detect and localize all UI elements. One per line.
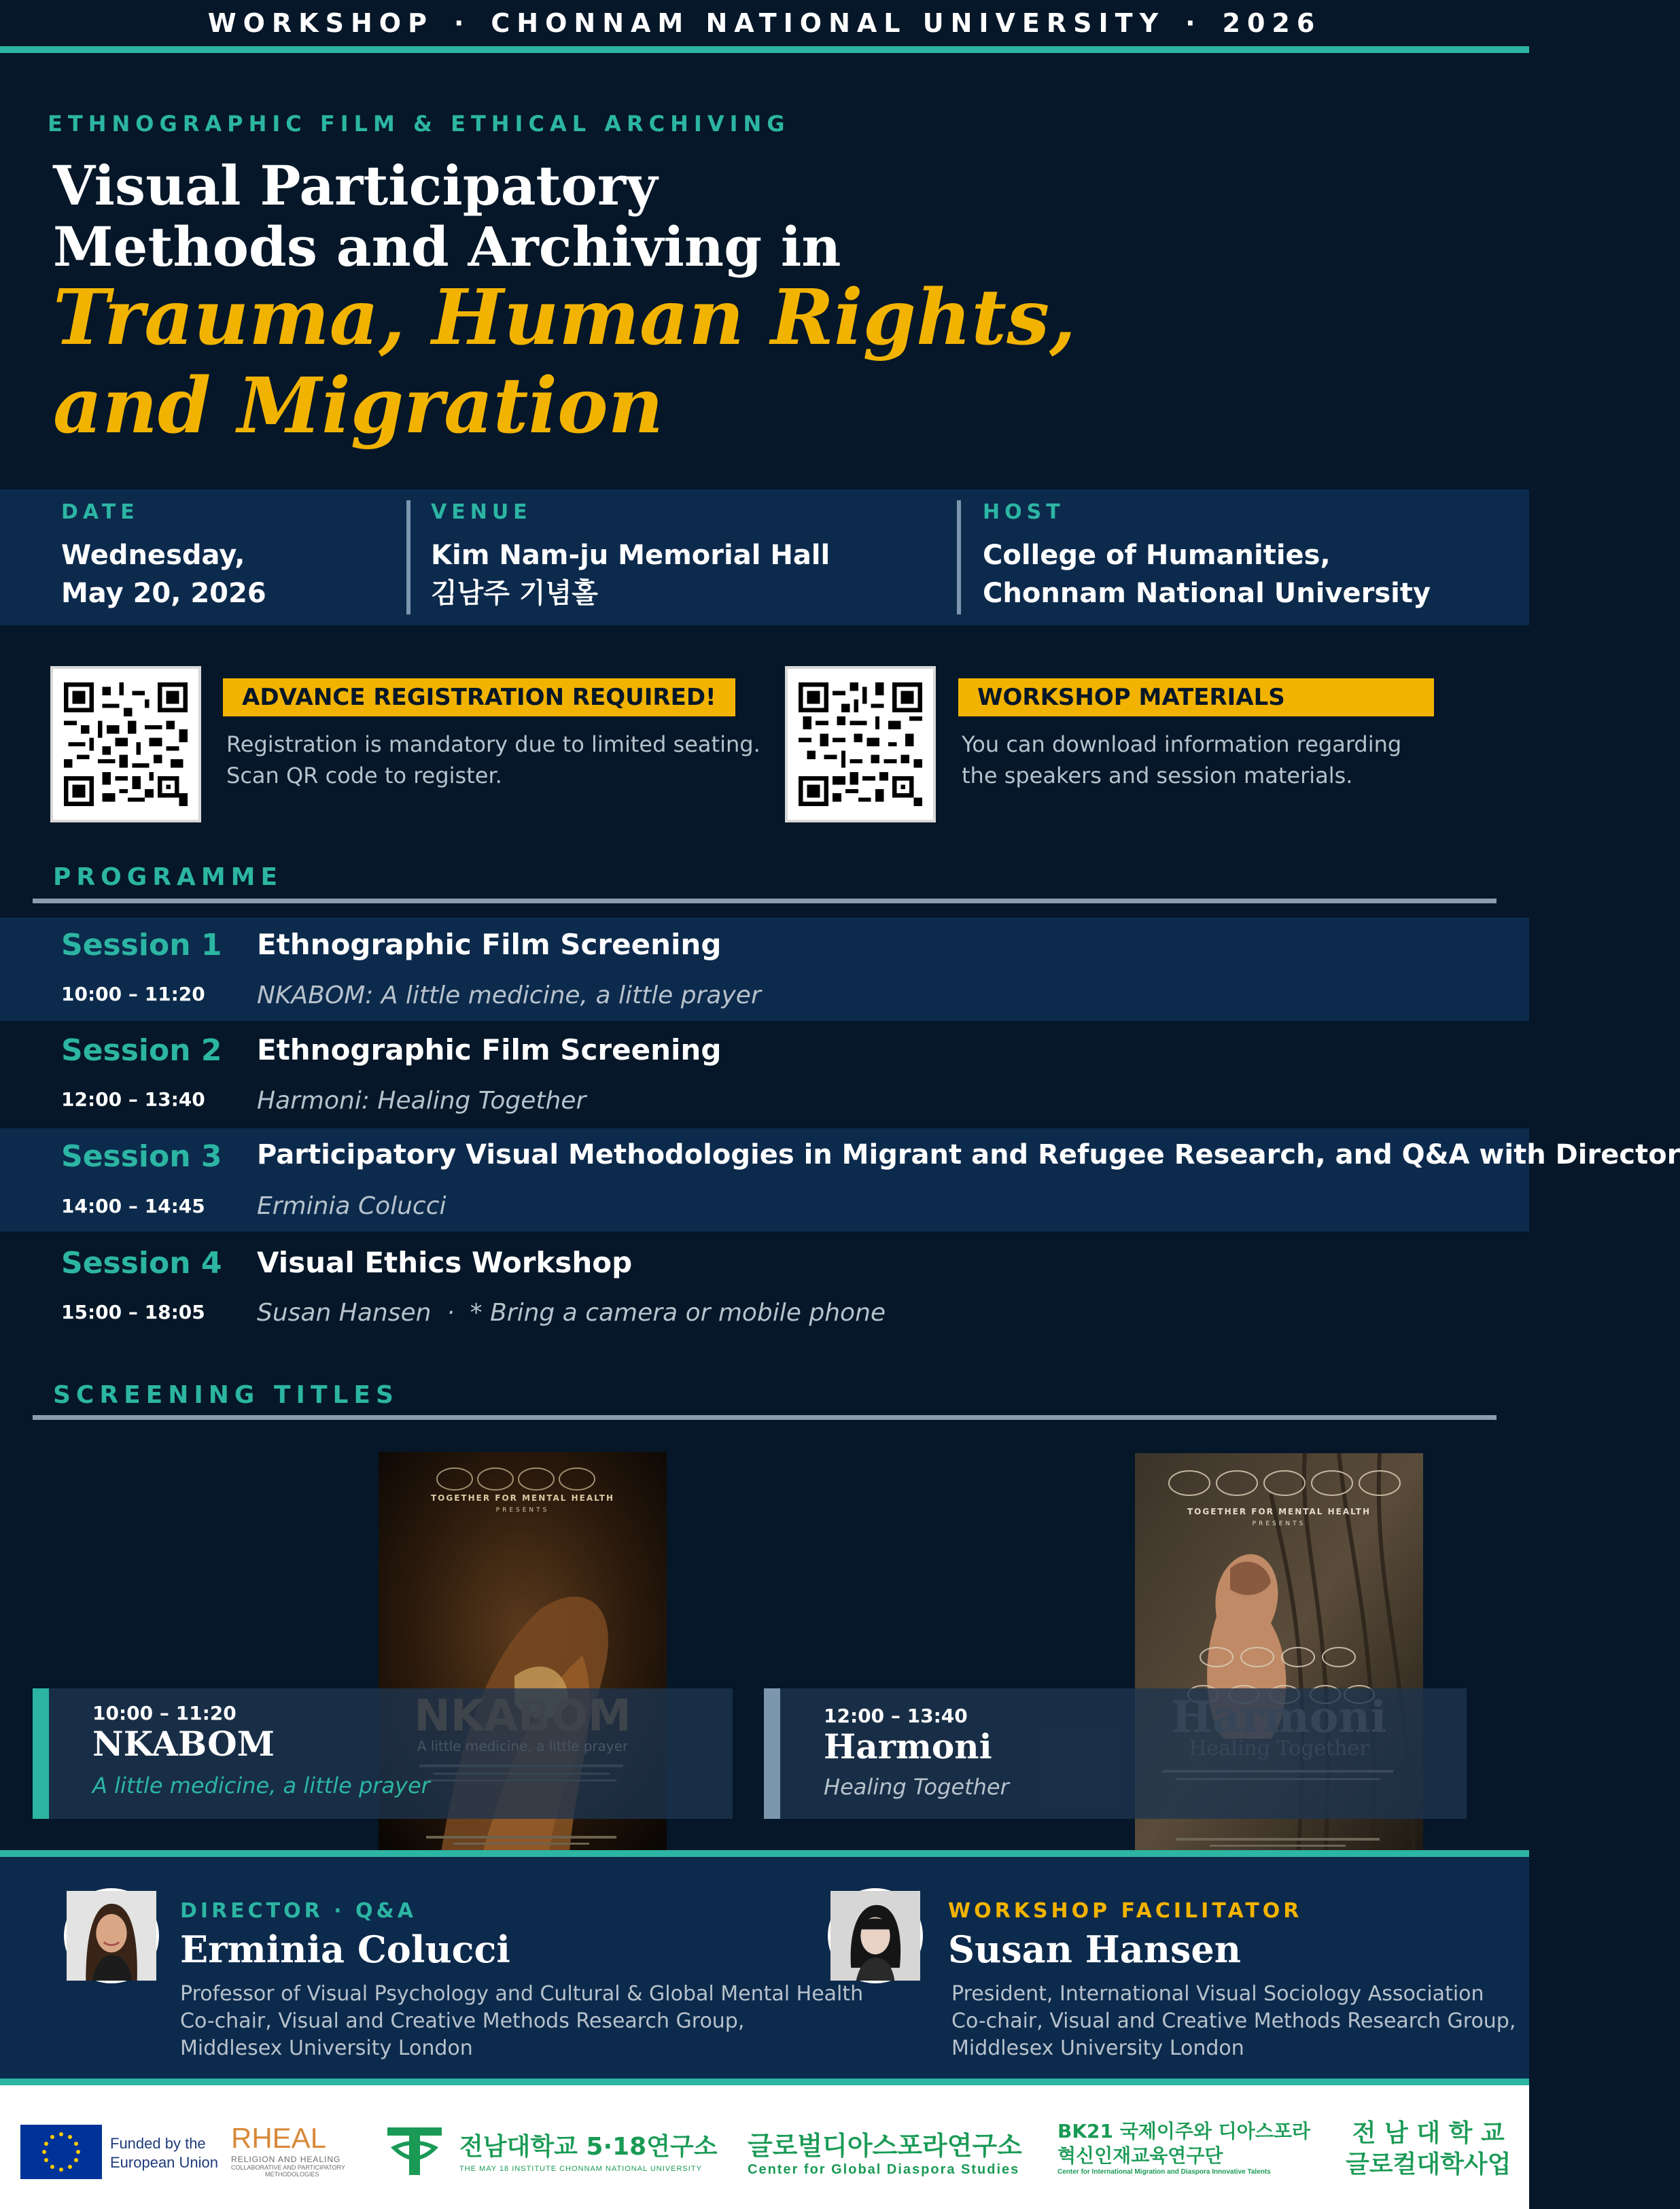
session-subtitle: Erminia Colucci [257,1192,447,1220]
eu-line-2: European Union [110,2154,219,2171]
eu-logo-text [110,2134,218,2172]
rheal-sub-2: COLLABORATIVE AND PARTICIPATORY [231,2164,345,2171]
role-label [180,1899,417,1923]
glocal-line-1: 전 남 대 학 교 [1352,2119,1505,2147]
qr-icon [799,680,922,809]
screening-time: 12:00 – 13:40 [824,1705,968,1727]
session-title: Visual Ethics Workshop [257,1246,633,1279]
venue-block [431,500,830,612]
materials-line-1: You can download information regarding [962,731,1402,757]
session-row [0,918,1529,1021]
session-label: Session 1 [61,928,222,962]
materials-text [962,729,1401,791]
people-divider-top [0,1850,1529,1857]
session-title: Ethnographic Film Screening [257,1033,722,1066]
person-description [951,1981,1516,2062]
qr-icon [64,680,188,809]
date-line-2: May 20, 2026 [61,578,266,609]
bk21-logo [1057,2119,1310,2176]
person-desc-line: Middlesex University London [951,2036,1244,2060]
session-label: Session 2 [61,1033,222,1068]
session-subtitle: NKABOM: A little medicine, a little prayer [257,981,761,1009]
role-text: DIRECTOR · Q&A [180,1899,417,1923]
date-value [61,536,266,612]
person-photo-icon [830,1891,920,1981]
diaspora-logo [748,2125,1022,2178]
page-title-highlight [53,274,1076,451]
avatar [828,1888,923,1983]
poster-presents: PRESENTS [495,1507,550,1514]
banner-separator: · [453,8,471,38]
date-line-1: Wednesday, [61,540,245,571]
rheal-text: RHEAL [231,2122,327,2154]
screenings-heading: SCREENING TITLES [53,1381,399,1409]
session-title: Ethnographic Film Screening [257,928,722,961]
host-label: HOST [983,500,1065,524]
registration-tag: ADVANCE REGISTRATION REQUIRED! [223,678,735,716]
top-banner [0,0,1529,46]
venue-line-2: 김남주 기념홀 [431,578,598,609]
rheal-logo [231,2122,345,2178]
registration-line-1: Registration is mandatory due to limited seating. [226,731,760,757]
role-label [948,1899,1302,1923]
session-row [0,1022,1529,1126]
venue-line-1: Kim Nam-ju Memorial Hall [431,540,830,571]
session-label: Session 3 [61,1139,222,1174]
person-description [180,1981,863,2062]
bk21-line-1: BK21 국제이주와 디아스포라 [1057,2120,1310,2142]
materials-tag: WORKSHOP MATERIALS [958,678,1434,716]
info-separator-2 [957,500,961,614]
session-time: 10:00 – 11:20 [61,983,205,1005]
programme-rule [33,899,1497,903]
person-name: Susan Hansen [948,1928,1241,1971]
avatar [64,1888,159,1983]
person-name: Erminia Colucci [180,1928,510,1971]
screening-time: 10:00 – 11:20 [92,1702,237,1724]
title-line-4: and Migration [53,362,664,451]
session-subtitle: Susan Hansen · * Bring a camera or mobile phone [257,1299,886,1327]
glocal-logo [1346,2118,1511,2180]
programme-heading: PROGRAMME [53,863,283,891]
poster-presents: PRESENTS [1252,1520,1306,1527]
eu-line-1: Funded by the [110,2135,206,2152]
session-title: Participatory Visual Methodologies in Migrant and Refugee Research, and Q&A with Director [257,1139,1680,1170]
title-line-2: Methods and Archiving in [53,215,841,279]
materials-line-2: the speakers and session materials. [962,763,1353,788]
bk21-sub: Center for International Migration and Diaspora Innovative Talents [1057,2168,1271,2176]
materials-qr-code[interactable] [785,666,936,822]
person-desc-line: Professor of Visual Psychology and Cultural & Global Mental Health [180,1982,864,2006]
host-line-1: College of Humanities, [983,540,1331,571]
people-divider-bottom [0,2078,1529,2085]
poster-top: TOGETHER FOR MENTAL HEALTH [1187,1507,1371,1516]
title-line-3: Trauma, Human Rights, [53,273,1077,362]
rheal-sub-1: RELIGION AND HEALING [231,2155,341,2164]
518-sub: THE MAY 18 INSTITUTE CHONNAM NATIONAL UNIVERSITY [459,2165,702,2173]
screening-title: Harmoni [824,1726,992,1767]
kicker: ETHNOGRAPHIC FILM & ETHICAL ARCHIVING [48,111,790,137]
bk21-line-2: 혁신인재교육연구단 [1057,2144,1223,2167]
screening-subtitle: Healing Together [824,1774,1009,1800]
card-accent [33,1688,49,1819]
518-institute-logo [459,2127,718,2173]
diaspora-sub: Center for Global Diaspora Studies [748,2162,1020,2177]
518-emblem-icon [381,2114,449,2182]
person-photo-icon [67,1891,156,1981]
person-desc-line: Middlesex University London [180,2036,473,2060]
registration-text [226,729,760,791]
banner-center: CHONNAM NATIONAL UNIVERSITY [491,8,1166,38]
person-desc-line: Co-chair, Visual and Creative Methods Research Group, [180,2009,745,2033]
screenings-rule [33,1415,1497,1420]
banner-right: 2026 [1222,8,1322,38]
session-time: 14:00 – 14:45 [61,1195,205,1217]
title-line-1: Visual Participatory [53,154,658,218]
venue-value [431,536,830,612]
banner-divider [0,46,1529,53]
518-text: 전남대학교 5·18연구소 [459,2133,718,2161]
diaspora-text: 글로벌디아스포라연구소 [748,2131,1022,2161]
poster-top: TOGETHER FOR MENTAL HEALTH [430,1493,615,1503]
session-subtitle: Harmoni: Healing Together [257,1087,587,1115]
screening-title: NKABOM [92,1724,275,1764]
info-separator [406,500,410,614]
page-title [53,155,841,277]
host-value [983,536,1431,612]
role-text: WORKSHOP FACILITATOR [948,1899,1303,1923]
rheal-sub-3: METHODOLOGIES [265,2171,319,2178]
person-desc-line: President, International Visual Sociology Association [951,1982,1484,2006]
session-time: 15:00 – 18:05 [61,1301,205,1323]
eu-flag-icon [20,2125,102,2179]
banner-separator-2: · [1185,8,1202,38]
card-accent [764,1688,780,1819]
host-block [983,500,1431,612]
session-label: Session 4 [61,1246,222,1281]
date-block [61,500,266,612]
registration-qr-code[interactable] [50,666,201,822]
glocal-line-2: 글로컬대학사업 [1346,2151,1511,2178]
registration-line-2: Scan QR code to register. [226,763,502,788]
banner-left: WORKSHOP [207,8,434,38]
host-line-2: Chonnam National University [983,578,1431,609]
screening-subtitle: A little medicine, a little prayer [92,1773,430,1798]
date-label: DATE [61,500,139,524]
venue-label: VENUE [431,500,532,524]
person-desc-line: Co-chair, Visual and Creative Methods Research Group, [951,2009,1516,2033]
session-time: 12:00 – 13:40 [61,1088,205,1111]
